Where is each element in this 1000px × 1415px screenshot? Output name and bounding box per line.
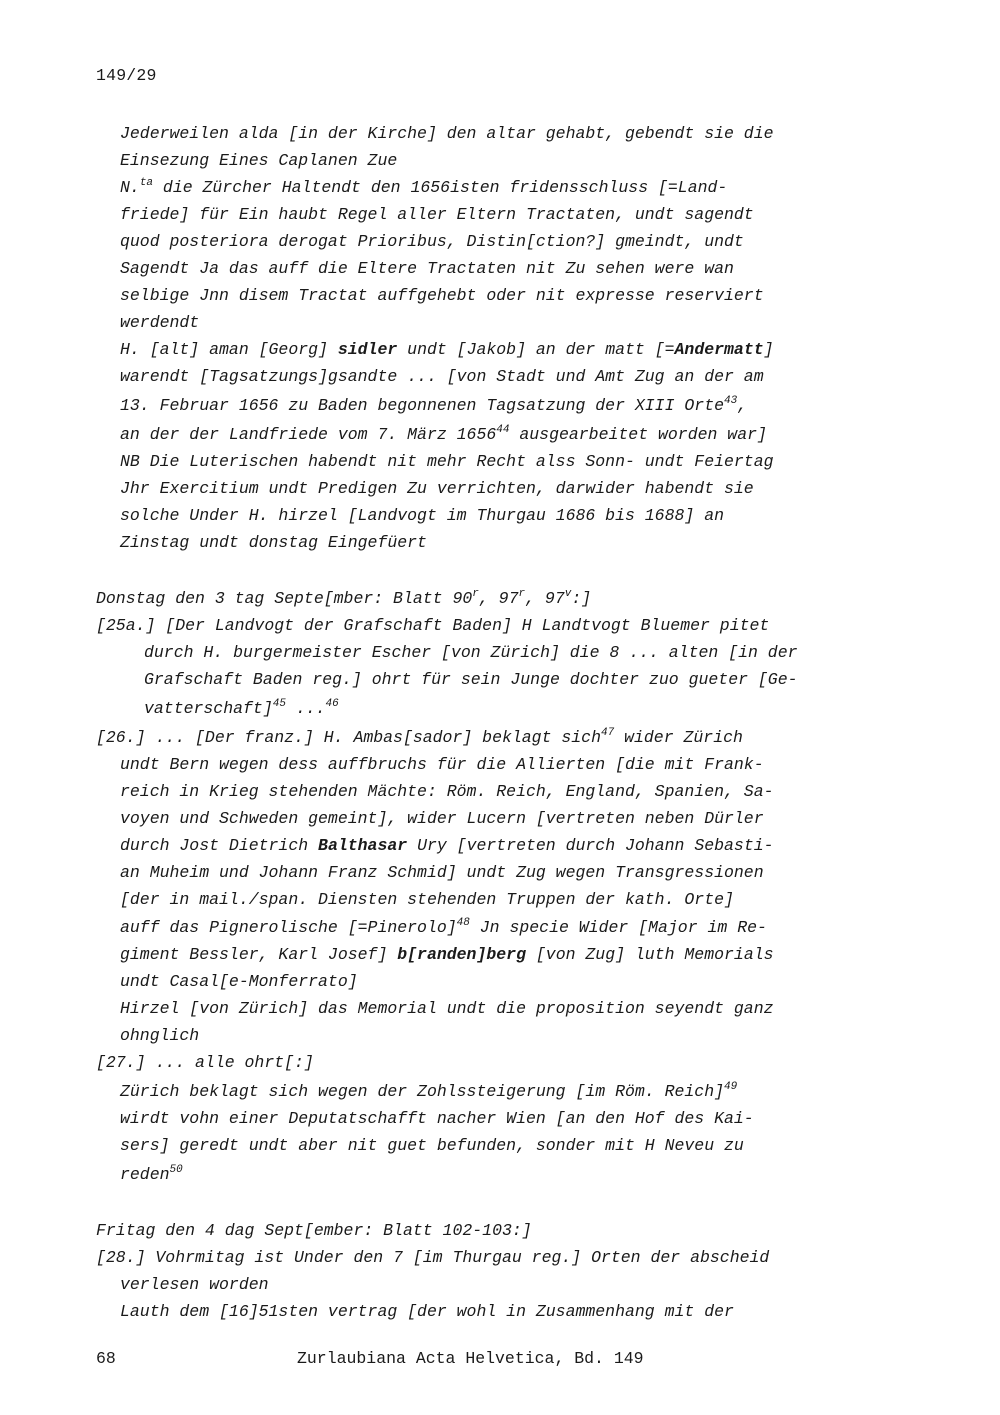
text-line: verlesen worden xyxy=(120,1275,269,1294)
text-line: voyen und Schweden gemeint], wider Lucern [vertreten neben Dürler xyxy=(120,809,764,828)
text-line: ohnglich xyxy=(120,1026,200,1045)
text-line: Grafschaft Baden reg.] ohrt für sein Junge dochter zuo gueter [Ge- xyxy=(144,670,798,689)
text-line: an der der Landfriede vom 7. März 1656$^{44}$ ausgearbeitet worden war] xyxy=(120,424,767,444)
text-line: warendt [Tagsatzungs]gsandte ... [von Stadt und Amt Zug an der am xyxy=(120,367,764,386)
paragraph-zohl xyxy=(96,1078,876,1188)
footnote-ref: 48 xyxy=(456,917,470,929)
text-line: [25a.] [Der Landvogt der Grafschaft Baden] H Landtvogt Bluemer pitet xyxy=(96,616,770,635)
text-line: wirdt vohn einer Deputatschafft nacher Wien [an den Hof des Kai- xyxy=(120,1109,754,1128)
text-line: H. [alt] aman [Georg] sidler undt [Jakob] an der matt [=Andermatt] xyxy=(120,340,774,359)
superscript: r xyxy=(472,588,479,600)
main-text xyxy=(96,120,876,1325)
text-line: Einsezung Eines Caplanen Zue xyxy=(120,151,398,170)
text-line: an Muheim und Johann Franz Schmid] undt Zug wegen Transgressionen xyxy=(120,863,764,882)
text-line: Lauth dem [16]51sten vertrag [der wohl in Zusammenhang mit der xyxy=(120,1302,734,1321)
date-heading: Donstag den 3 tag Septe[mber: Blatt 90$^r$, 97$^r$, 97$^v$:] xyxy=(96,588,592,608)
paragraph-luterischen xyxy=(96,448,876,556)
footnote-ref: 44 xyxy=(496,424,510,436)
series-title: Zurlaubiana Acta Helvetica, Bd. 149 xyxy=(297,1349,644,1368)
footnote-ref: 49 xyxy=(724,1081,738,1093)
text-line: sers] geredt undt aber nit guet befunden, sonder mit H Neveu zu xyxy=(120,1136,744,1155)
footnote-ref: 50 xyxy=(169,1164,183,1176)
page-reference: 149/29 xyxy=(96,66,157,85)
footnote-ref: 46 xyxy=(325,698,339,710)
text-line: Sagendt Ja das auff die Eltere Tractaten nit Zu sehen were wan xyxy=(120,259,734,278)
entry-28 xyxy=(96,1244,876,1298)
text-line: durch H. burgermeister Escher [von Zürich] die 8 ... alten [in der xyxy=(144,643,798,662)
footnote-ref: 47 xyxy=(600,727,615,739)
text-line: friede] für Ein haubt Regel aller Eltern Tractaten, undt sagendt xyxy=(120,205,754,224)
bold-name: Andermatt xyxy=(674,340,764,359)
paragraph-landfriede xyxy=(96,174,876,336)
footnote-ref: 45 xyxy=(272,698,286,710)
entry-26 xyxy=(96,724,876,995)
text-line: Hirzel [von Zürich] das Memorial undt die proposition seyendt ganz xyxy=(120,999,774,1018)
text-line: selbige Jnn disem Tractat auffgehebt oder nit expresse reserviert xyxy=(120,286,764,305)
text-line: Jederweilen alda [in der Kirche] den altar gehabt, gebendt sie die xyxy=(120,124,774,143)
text-line: NB Die Luterischen habendt nit mehr Recht alss Sonn- undt Feiertag xyxy=(120,452,774,471)
text-line: N.$^{ta}$ die Zürcher Haltendt den 1656isten fridensschluss [=Land- xyxy=(120,177,728,197)
bold-name: Balthasar xyxy=(318,836,408,855)
text-line: [26.] ... [Der franz.] H. Ambas[sador] beklagt sich$^{47}$ wider Zürich xyxy=(96,727,743,747)
superscript: r xyxy=(518,588,526,600)
entry-25a xyxy=(96,612,876,722)
text-line: [der in mail./span. Diensten stehenden Truppen der kath. Orte] xyxy=(120,890,734,909)
text-line: auff das Pignerolische [=Pinerolo]$^{48}$ Jn specie Wider [Major im Re- xyxy=(120,917,767,937)
superscript: v xyxy=(564,588,572,600)
text-line: Jhr Exercitium undt Predigen Zu verrichten, darwider habendt sie xyxy=(120,479,754,498)
paragraph-altar xyxy=(96,120,876,174)
text-line: 13. Februar 1656 zu Baden begonnenen Tagsatzung der XIII Orte$^{43}$, xyxy=(120,395,748,415)
bold-name: b[randen]berg xyxy=(397,945,526,964)
text-line: undt Casal[e-Monferrato] xyxy=(120,972,358,991)
footnote-ref: 43 xyxy=(724,395,738,407)
text-line: [28.] Vohrmitag ist Under den 7 [im Thurgau reg.] Orten der abscheid xyxy=(96,1248,770,1267)
text-line: Zinstag undt donstag Eingefüert xyxy=(120,533,427,552)
page-number: 68 xyxy=(96,1349,116,1368)
paragraph-gesandte xyxy=(96,336,876,448)
text-line: vatterschaft]$^{45}$ ...$^{46}$ xyxy=(144,698,339,718)
text-line: reich in Krieg stehenden Mächte: Röm. Reich, England, Spanien, Sa- xyxy=(120,782,774,801)
text-line: giment Bessler, Karl Josef] b[randen]berg [von Zug] luth Memorials xyxy=(120,945,774,964)
text-line: reden$^{50}$ xyxy=(120,1164,183,1184)
entry-27: [27.] ... alle ohrt[:] xyxy=(96,1053,314,1072)
text-line: durch Jost Dietrich Balthasar Ury [vertreten durch Johann Sebasti- xyxy=(120,836,774,855)
date-heading: Fritag den 4 dag Sept[ember: Blatt 102-103:] xyxy=(96,1221,532,1240)
text-line: quod posteriora derogat Prioribus, Distin[ction?] gmeindt, undt xyxy=(120,232,744,251)
text-line: Zürich beklagt sich wegen der Zohlssteigerung [im Röm. Reich]$^{49}$ xyxy=(120,1081,738,1101)
paragraph-vertrag xyxy=(96,1298,876,1325)
text-line: werdendt xyxy=(120,313,200,332)
paragraph-hirzel xyxy=(96,995,876,1049)
text-line: undt Bern wegen dess auffbruchs für die Allierten [die mit Frank- xyxy=(120,755,764,774)
bold-name: sidler xyxy=(337,340,398,359)
superscript: ta xyxy=(139,177,154,189)
text-line: solche Under H. hirzel [Landvogt im Thurgau 1686 bis 1688] an xyxy=(120,506,724,525)
